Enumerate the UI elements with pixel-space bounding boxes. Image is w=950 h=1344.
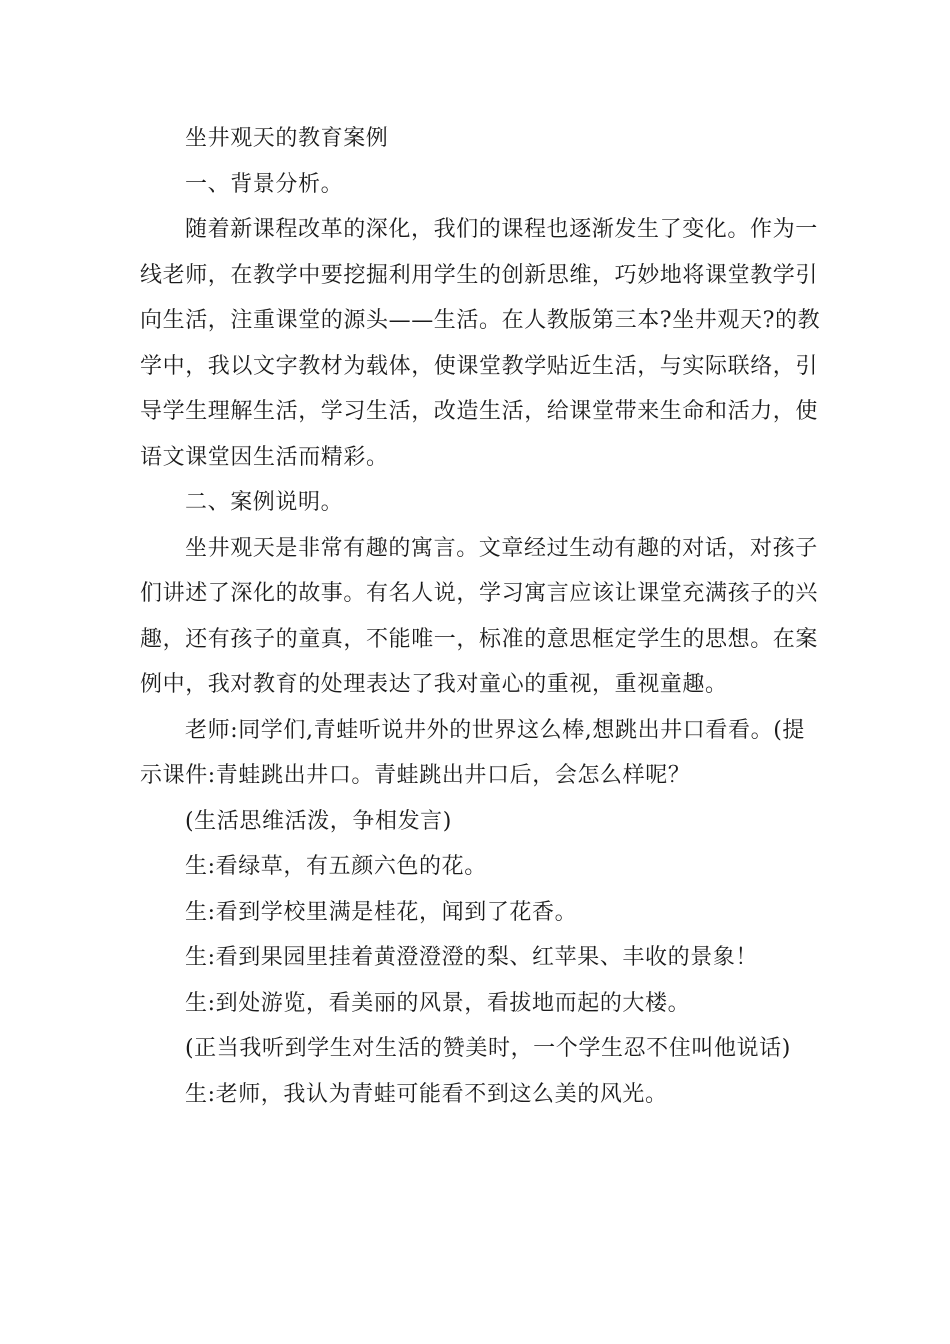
paragraph-line: 语文课堂因生活而精彩。 [140, 444, 389, 470]
dialogue-line: (生活思维活泼，争相发言) [185, 808, 452, 834]
paragraph-line: 老师:同学们,青蛙听说井外的世界这么棒,想跳出井口看看。(提 [185, 717, 805, 743]
paragraph-line: 示课件:青蛙跳出井口。青蛙跳出井口后，会怎么样呢？ [140, 763, 691, 788]
paragraph-line: 趣，还有孩子的童真，不能唯一，标准的意思框定学生的思想。在案 [140, 626, 819, 652]
document-title: 坐井观天的教育案例 [185, 126, 389, 151]
section-heading-background: 一、背景分析。 [185, 171, 344, 197]
paragraph-line: 随着新课程改革的深化，我们的课程也逐渐发生了变化。作为一 [185, 217, 818, 242]
paragraph-line: 线老师，在教学中要挖掘利用学生的创新思维，巧妙地将课堂教学引 [140, 262, 819, 288]
paragraph-line: 学中，我以文字教材为载体，使课堂教学贴近生活，与实际联络，引 [140, 353, 819, 379]
paragraph-line: 们讲述了深化的故事。有名人说，学习寓言应该让课堂充满孩子的兴 [140, 581, 819, 606]
dialogue-line: 生:到处游览，看美丽的风景，看拔地而起的大楼。 [185, 990, 691, 1016]
paragraph-line: 向生活，注重课堂的源头——生活。在人教版第三本?坐井观天?的教 [140, 308, 821, 333]
paragraph-line: 例中，我对教育的处理表达了我对童心的重视，重视童趣。 [140, 672, 728, 697]
dialogue-line: 生:看绿草，有五颜六色的花。 [185, 854, 487, 879]
paragraph-line: 坐井观天是非常有趣的寓言。文章经过生动有趣的对话，对孩子 [185, 535, 818, 561]
document-body [140, 116, 821, 1117]
dialogue-line: 生:老师，我认为青蛙可能看不到这么美的风光。 [185, 1081, 668, 1107]
dialogue-line: (正当我听到学生对生活的赞美时，一个学生忍不住叫他说话) [185, 1036, 791, 1061]
dialogue-line: 生:看到果园里挂着黄澄澄澄的梨、红苹果、丰收的景象！ [185, 945, 759, 970]
section-heading-case: 二、案例说明。 [185, 490, 344, 515]
dialogue-line: 生:看到学校里满是桂花，闻到了花香。 [185, 899, 578, 925]
paragraph-line: 导学生理解生活，学习生活，改造生活，给课堂带来生命和活力，使 [140, 399, 819, 424]
